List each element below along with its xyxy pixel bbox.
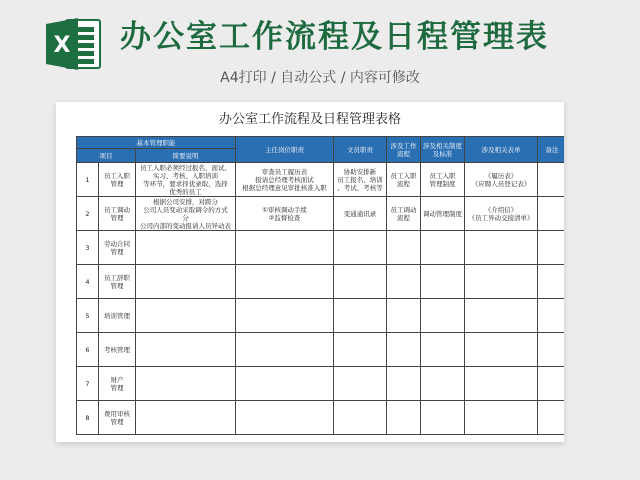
page-title: 办公室工作流程及日程管理表 (120, 19, 549, 55)
table-cell[interactable]: 财产 管理 (99, 367, 136, 401)
table-cell[interactable]: 5 (77, 299, 99, 333)
table-cell[interactable]: 根据公司安排，对跨分 公司人员变动采取调令的方式 分 公司内部的变动报请人员异动表 (136, 197, 236, 231)
table-row (77, 367, 565, 401)
table-cell[interactable]: 变通通讯录 (334, 197, 387, 231)
document-title: 办公室工作流程及日程管理表格 (218, 112, 401, 127)
table-row (77, 231, 565, 265)
workflow-table (76, 136, 564, 435)
table-cell[interactable] (136, 401, 236, 435)
table-cell[interactable] (465, 367, 538, 401)
table-cell[interactable] (236, 333, 334, 367)
table-cell[interactable]: 8 (77, 401, 99, 435)
table-row (77, 333, 565, 367)
table-cell[interactable] (334, 265, 387, 299)
header-cell: 简要说明 (136, 149, 236, 163)
table-cell[interactable]: ①审核调动手续 ②监督检查 (236, 197, 334, 231)
table-cell[interactable] (421, 231, 465, 265)
table-cell[interactable]: 培训管理 (99, 299, 136, 333)
table-cell[interactable]: 协助安排新 员工报名、培训 、考试、考核等 (334, 163, 387, 197)
table-cell[interactable] (334, 231, 387, 265)
table-cell[interactable] (538, 231, 565, 265)
header-cell: 备注 (538, 137, 565, 163)
table-cell[interactable] (538, 265, 565, 299)
table-cell[interactable]: 1 (77, 163, 99, 197)
table-cell[interactable]: 员工调动 管理 (99, 197, 136, 231)
table-cell[interactable]: 4 (77, 265, 99, 299)
table-cell[interactable] (236, 299, 334, 333)
table-cell[interactable] (538, 299, 565, 333)
table-cell[interactable] (136, 367, 236, 401)
table-cell[interactable] (387, 333, 421, 367)
spreadsheet-sheet (56, 102, 564, 442)
table-cell[interactable]: 考核管理 (99, 333, 136, 367)
table-cell[interactable]: 员工入职 管理制度 (421, 163, 465, 197)
header-cell: 涉及工作流程 (387, 137, 421, 163)
table-cell[interactable] (334, 333, 387, 367)
table-cell[interactable] (421, 367, 465, 401)
table-cell[interactable] (465, 231, 538, 265)
table-cell[interactable] (334, 401, 387, 435)
table-cell[interactable] (334, 367, 387, 401)
table-cell[interactable] (387, 231, 421, 265)
table-cell[interactable] (421, 333, 465, 367)
table-cell[interactable] (538, 163, 565, 197)
table-row (77, 265, 565, 299)
header-cell: 涉及相关表单 (465, 137, 538, 163)
table-cell[interactable] (236, 265, 334, 299)
table-cell[interactable]: 员工入职 流程 (387, 163, 421, 197)
table-cell[interactable] (387, 265, 421, 299)
header-cell: 涉及相关制度及标准 (421, 137, 465, 163)
header-cell: 文员职责 (334, 137, 387, 163)
table-cell[interactable]: 调动管理制度 (421, 197, 465, 231)
table-cell[interactable]: 员工入职必须经过报名、面试、 实习、考核、入职培训 等环节，要求择优录取，选择 优秀的员工 (136, 163, 236, 197)
table-cell[interactable] (465, 299, 538, 333)
table-cell[interactable] (538, 197, 565, 231)
table-cell[interactable] (538, 367, 565, 401)
table-cell[interactable] (421, 265, 465, 299)
table-cell[interactable] (465, 401, 538, 435)
table-row (77, 401, 565, 435)
table-cell[interactable] (236, 401, 334, 435)
table-row (77, 299, 565, 333)
header-cell: 项目 (77, 149, 136, 163)
header-cell: 主任岗位职责 (236, 137, 334, 163)
page-subtitle: A4打印 / 自动公式 / 内容可修改 (220, 70, 420, 86)
table-cell[interactable] (236, 367, 334, 401)
table-cell[interactable] (136, 299, 236, 333)
table-cell[interactable] (136, 231, 236, 265)
table-cell[interactable]: 员工调动 流程 (387, 197, 421, 231)
table-cell[interactable]: 员工辞职 管理 (99, 265, 136, 299)
header-group-cell: 基本管理职能 (77, 137, 236, 149)
table-cell[interactable]: 费用审核 管理 (99, 401, 136, 435)
table-row (77, 163, 565, 197)
logo-letter: X (53, 33, 71, 58)
table-cell[interactable] (465, 333, 538, 367)
excel-logo-icon (44, 18, 102, 70)
table-cell[interactable] (136, 265, 236, 299)
table-cell[interactable] (421, 401, 465, 435)
table-cell[interactable]: 6 (77, 333, 99, 367)
table-cell[interactable]: 《履历表》 《应聘人员登记表》 (465, 163, 538, 197)
table-cell[interactable]: 审查员工履历表 报请总经理考核面试 根据总经理意见审批核准入职 (236, 163, 334, 197)
table-cell[interactable]: 2 (77, 197, 99, 231)
table-cell[interactable]: 3 (77, 231, 99, 265)
table-cell[interactable] (236, 231, 334, 265)
table-cell[interactable] (538, 401, 565, 435)
table-cell[interactable] (136, 333, 236, 367)
table-cell[interactable] (387, 299, 421, 333)
table-cell[interactable] (387, 367, 421, 401)
table-row (77, 197, 565, 231)
table-cell[interactable] (387, 401, 421, 435)
table-cell[interactable] (334, 299, 387, 333)
table-cell[interactable] (421, 299, 465, 333)
table-cell[interactable]: 劳动合同 管理 (99, 231, 136, 265)
table-cell[interactable]: 《介绍信》 《员工异动交接清单》 (465, 197, 538, 231)
table-cell[interactable]: 7 (77, 367, 99, 401)
table-cell[interactable]: 员工入职 管理 (99, 163, 136, 197)
table-cell[interactable] (465, 265, 538, 299)
table-cell[interactable] (538, 333, 565, 367)
